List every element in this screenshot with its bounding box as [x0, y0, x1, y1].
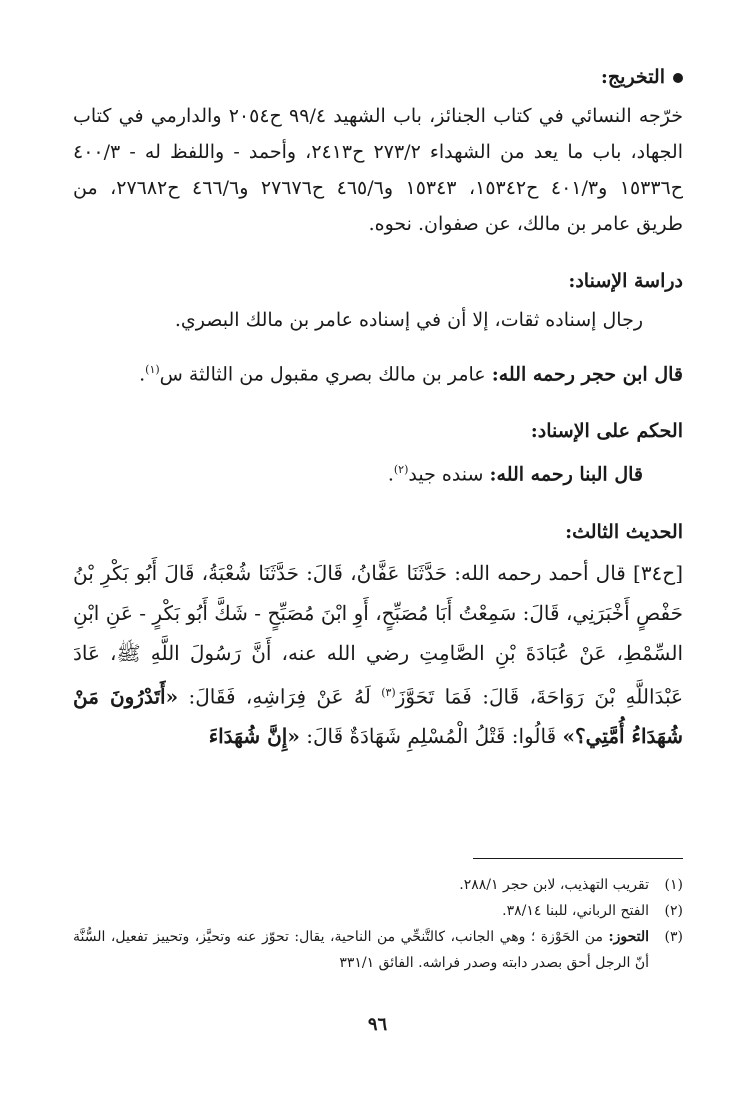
footnote-text: التحوز: من الحَوْزة ؛ وهي الجانب، كالتَّنحِّي من الناحية، يقال: تحوّز عنه وتحيَّز، وتحييز تفعيل، السُّنَّة أنّ الرجل أحق بصدر دابته وصدر فراشه. الفائق ٣٣١/١	[73, 929, 650, 971]
footnote-item	[73, 898, 683, 924]
hadith-three-section	[73, 517, 683, 757]
ruling-heading: الحكم على الإسناد:	[530, 420, 683, 443]
footnote-number: (١)	[664, 877, 683, 893]
ruling-value: سنده جيد	[408, 463, 484, 486]
ruling-text: قال البنا رحمه الله: سنده جيد$^{(٢)}$.	[387, 463, 643, 486]
isnad-study-section	[73, 266, 683, 392]
hadith-ref: [ح٣٤]	[633, 560, 684, 585]
footnote-label: التحوز:	[608, 929, 650, 945]
footnote-ref-1[interactable]: (١)	[145, 363, 160, 376]
ibn-hajar-quote: قال ابن حجر رحمه الله: عامر بن مالك بصري مقبول من الثالثة س$^{(١)}$.	[139, 363, 683, 386]
bullet-icon	[673, 73, 683, 83]
footnote-text: الفتح الرباني، للبنا ٣٨/١٤.	[502, 903, 649, 919]
page-body	[73, 62, 683, 756]
footnote-divider	[473, 858, 683, 859]
isnad-study-heading: دراسة الإسناد:	[568, 270, 683, 292]
footnote-number: (٣)	[664, 929, 683, 945]
hadith-body-2: قَالُوا: قَتْلُ الْمُسْلِمِ شَهَادَةٌ قَالَ:	[306, 724, 557, 749]
ibn-hajar-label: قال ابن حجر رحمه الله:	[491, 363, 683, 386]
footnote-ref-2[interactable]: (٢)	[393, 463, 409, 477]
ruling-section	[73, 416, 683, 492]
footnote-number: (٢)	[664, 903, 683, 919]
hadith-three-heading: الحديث الثالث:	[565, 520, 683, 543]
footnote-item	[73, 924, 683, 976]
al-banna-label: قال البنا رحمه الله:	[489, 463, 643, 486]
page-number: ٩٦	[367, 1014, 388, 1035]
footnote-ref-3[interactable]: (٣)	[381, 685, 396, 699]
takhrij-section	[73, 62, 683, 242]
footnotes	[73, 872, 683, 976]
takhrij-text: خرّجه النسائي في كتاب الجنائز، باب الشهيد ٩٩/٤ ح٢٠٥٤ والدارمي في كتاب الجهاد، باب ما يعد من الشهداء ٢٧٣/٢ ح٢٤١٣، وأحمد - واللفظ له - ٤٠٠/٣ ح١٥٣٣٦ و٤٠١/٣ ح١٥٣٤٢، ١٥٣٤٣ و٤٦٥/٦ ح٢٧٦٧٦ و٤٦٦/٦ ح٢٧٦٨٢، من طريق عامر بن مالك، عن صفوان. نحوه.	[73, 105, 684, 235]
hadith-body-1: لَهُ عَنْ فِرَاشِهِ، فَقَالَ:	[188, 684, 371, 709]
hadith-chain: قال أحمد رحمه الله: حَدَّثَنَا عَفَّانُ، قَالَ: حَدَّثَنَا شُعْبَةُ، قَالَ أَبُو بَكْرِ بْنُ حَفْصٍ أَخْبَرَنِي، قَالَ: سَمِعْتُ أَبَا مُصَبِّحٍ، أَوِ ابْنَ مُصَبِّحٍ - شَكَّ أَبُو بَكْرٍ - عَنِ ابْنِ السِّمْطِ، عَنْ عُبَادَةَ بْنِ الصَّامِتِ رضي الله عنه، أَنَّ رَسُولَ اللَّهِ ﷺ، عَادَ عَبْدَاللَّهِ بْنَ رَوَاحَةَ، قَالَ: فَمَا تَحَوَّزَ	[73, 560, 683, 709]
hadith-quote-1: «أَتَدْرُونَ مَنْ شُهَدَاءُ أُمَّتِي؟»	[73, 684, 683, 749]
isnad-study-text: رجال إسناده ثقات، إلا أن في إسناده عامر بن مالك البصري.	[174, 309, 643, 331]
footnote-text: تقريب التهذيب، لابن حجر ٢٨٨/١.	[459, 877, 649, 893]
hadith-quote-2: «إِنَّ شُهَدَاءَ	[208, 724, 300, 749]
hadith-three-text	[73, 553, 683, 757]
takhrij-heading: التخريج:	[73, 62, 683, 92]
footnote-item	[73, 872, 683, 898]
ibn-hajar-text: عامر بن مالك بصري مقبول من الثالثة س	[159, 363, 486, 386]
